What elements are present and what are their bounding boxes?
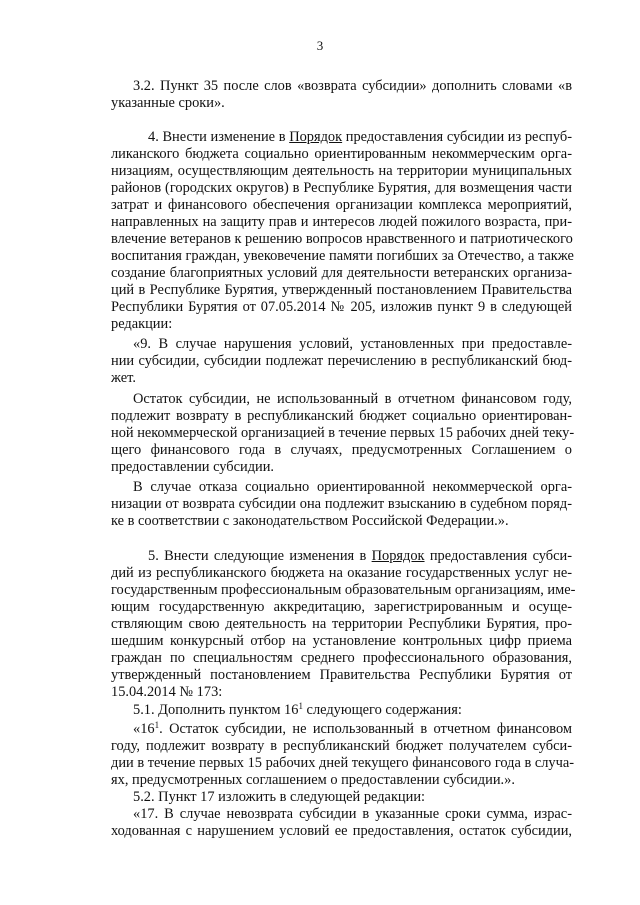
paragraph-4-line: редакции:	[111, 316, 173, 332]
paragraph-4-line: создание благоприятных условий для деятельности ветеранских организа-	[111, 265, 572, 281]
paragraph-5-line: ствляющим свою деятельность на территории Республики Бурятия, про-	[111, 616, 572, 632]
paragraph-4-line: затрат и финансового обеспечения организации комплекса мероприятий,	[111, 197, 572, 213]
paragraph-17-line: «17. В случае невозврата субсидии в указанные сроки сумма, израс-	[133, 806, 572, 822]
paragraph-4-line: Республики Бурятия от 07.05.2014 № 205, изложив пункт 9 в следующей	[111, 299, 572, 315]
paragraph-4-line: ликанского бюджета социально ориентированным некоммерческим орга-	[111, 146, 572, 162]
paragraph-text: . Остаток субсидии, не использованный в отчетном финансовом	[159, 721, 572, 737]
paragraph-ostatok-line: подлежит возврату в республиканский бюджет социально ориентирован-	[111, 408, 572, 424]
paragraph-5-line: шедшим конкурсный отбор на установление контрольных цифр приема	[111, 633, 572, 649]
paragraph-text: 4. Внести изменение в	[148, 129, 290, 145]
paragraph-ostatok-line: предоставлении субсидии.	[111, 459, 275, 475]
paragraph-4-line: направленных на защиту прав и интересов людей пожилого возраста, при-	[111, 214, 572, 230]
paragraph-text: предоставления субсидии из респуб-	[342, 129, 572, 145]
paragraph-ostatok-line: щего финансового года в случаях, предусмотренных Соглашением о	[111, 442, 572, 458]
paragraph-5-line: ющим государственную аккредитацию, зарегистрированным и осуще-	[111, 599, 572, 615]
paragraph-16-1-line: году, подлежит возврату в республиканский бюджет получателем субси-	[111, 738, 572, 754]
paragraph-otkaz-line: В случае отказа социально ориентированной некоммерческой орга-	[133, 479, 572, 495]
paragraph-4-line: низациям, осуществляющим деятельность на территории муниципальных	[111, 163, 572, 179]
paragraph-text: «16	[133, 721, 155, 737]
paragraph-5-2-line: 5.2. Пункт 17 изложить в следующей редакции:	[133, 789, 426, 805]
paragraph-ostatok-line: Остаток субсидии, не использованный в отчетном финансовом году,	[133, 391, 572, 407]
superscript: 1	[154, 720, 160, 730]
paragraph-4-line: воспитания граждан, увековечение памяти погибших за Отечество, а также	[111, 248, 574, 264]
paragraph-text: 5.1. Дополнить пунктом 16	[133, 702, 299, 718]
paragraph-otkaz-line: ке в соответствии с законодательством Российской Федерации.».	[111, 513, 509, 529]
paragraph-4-line	[148, 129, 572, 146]
superscript: 1	[298, 701, 303, 711]
poryadok-link[interactable]: Порядок	[371, 548, 425, 564]
paragraph-text: 5. Внести следующие изменения в	[148, 548, 372, 564]
paragraph-4-line: ций в Республике Бурятия, утвержденный постановлением Правительства	[111, 282, 572, 298]
paragraph-3-2-line: указанные сроки».	[111, 95, 225, 111]
paragraph-17-line: ходованная с нарушением условий ее предоставления, остаток субсидии,	[111, 823, 572, 839]
paragraph-5-1-line	[133, 702, 572, 719]
paragraph-16-1-line	[133, 721, 572, 738]
paragraph-5-line: граждан по специальностям среднего профессионального образования,	[111, 650, 572, 666]
paragraph-5-line: дий из республиканского бюджета на оказание государственных услуг не-	[111, 565, 572, 581]
paragraph-5-line: государственным профессиональным образовательным организациям, име-	[111, 582, 576, 598]
paragraph-9-line: нии субсидии, субсидии подлежат перечислению в республиканский бюд-	[111, 353, 572, 369]
paragraph-4-line: влечение ветеранов к решению вопросов нравственного и патриотического	[111, 231, 573, 247]
page-number: 3	[316, 38, 324, 53]
paragraph-text: следующего содержания:	[302, 702, 462, 718]
paragraph-otkaz-line: низации от возврата субсидии она подлежит взысканию в судебном поряд-	[111, 496, 572, 512]
poryadok-link[interactable]: Порядок	[289, 129, 343, 145]
paragraph-16-1-line: дии в течение первых 15 рабочих дней текущего финансового года в случа-	[111, 755, 575, 771]
paragraph-text: предоставления субси-	[424, 548, 572, 564]
paragraph-5-line	[148, 548, 572, 565]
paragraph-5-line: 15.04.2014 № 173:	[111, 684, 223, 700]
paragraph-9-line: жет.	[111, 370, 136, 386]
paragraph-3-2-line: 3.2. Пункт 35 после слов «возврата субсидии» дополнить словами «в	[133, 78, 572, 94]
paragraph-ostatok-line: ной некоммерческой организацией в течение первых 15 рабочих дней теку-	[111, 425, 575, 441]
paragraph-4-line: районов (городских округов) в Республике Бурятия, для возмещения части	[111, 180, 572, 196]
paragraph-5-line: утвержденный постановлением Правительства Республики Бурятия от	[111, 667, 572, 683]
paragraph-16-1-line: ях, предусмотренных соглашением о предоставлении субсидии.».	[111, 772, 515, 788]
paragraph-9-line: «9. В случае нарушения условий, установленных при предоставле-	[133, 336, 572, 352]
